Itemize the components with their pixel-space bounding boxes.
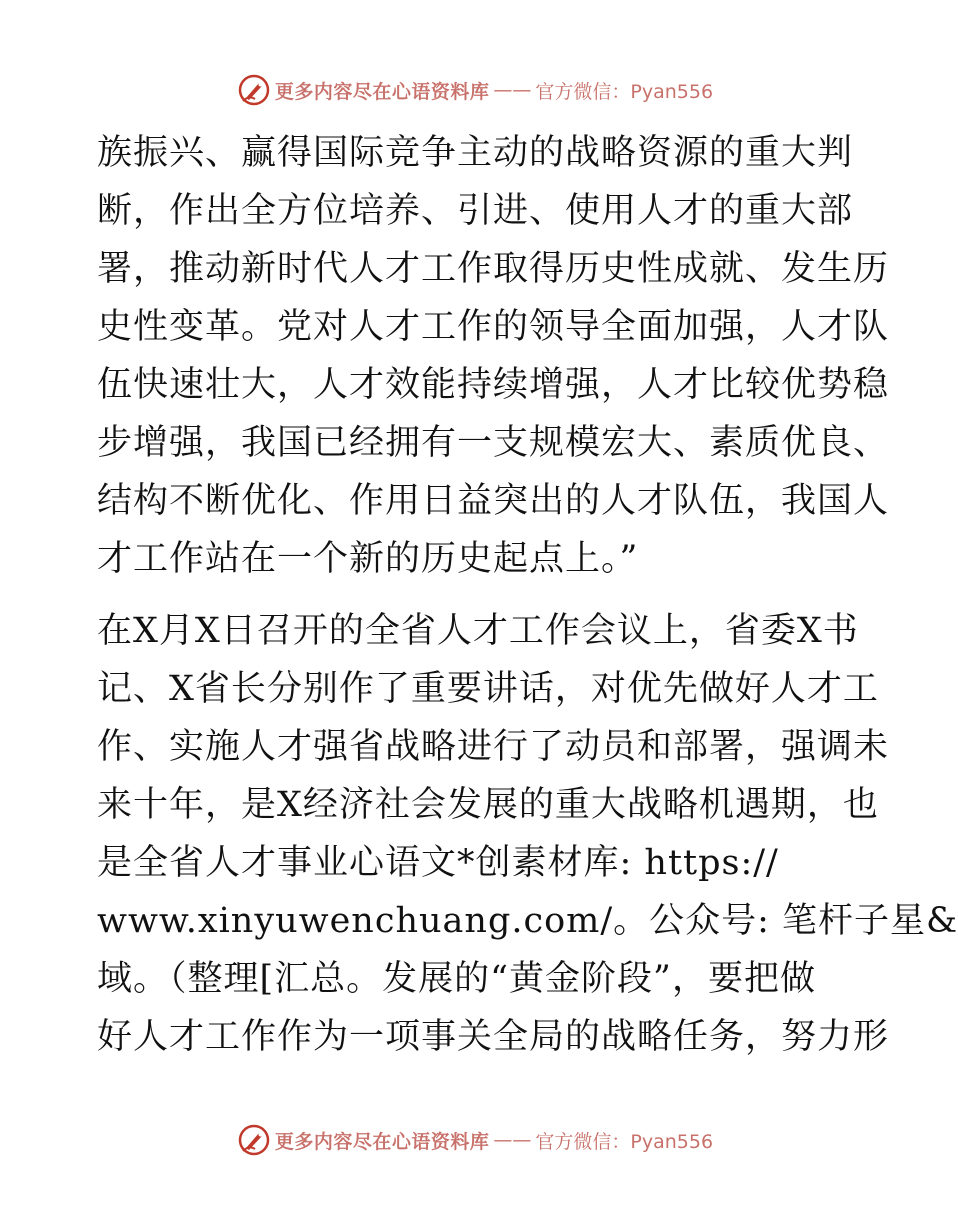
document-body bbox=[97, 124, 958, 1066]
text-line: 记、X省长分别作了重要讲话，对优先做好人才工 bbox=[97, 669, 879, 709]
text-line: 作、实施人才强省战略进行了动员和部署，强调未 bbox=[97, 727, 890, 767]
text-line: 才工作站在一个新的历史起点上。” bbox=[97, 539, 639, 579]
text-line: 断，作出全方位培养、引进、使用人才的重大部 bbox=[97, 191, 854, 231]
text-line: 族振兴、赢得国际竞争主动的战略资源的重大判 bbox=[97, 133, 854, 173]
banner-title: 更多内容尽在心语资料库 bbox=[274, 80, 490, 103]
banner-wechat: 官方微信：Pyan556 bbox=[535, 1130, 714, 1153]
banner-separator: —— bbox=[493, 79, 532, 101]
paragraph-gap bbox=[97, 588, 853, 602]
banner-content bbox=[237, 1123, 713, 1157]
banner-content bbox=[237, 73, 713, 107]
text-line: 好人才工作作为一项事关全局的战略任务，努力形 bbox=[97, 1017, 890, 1057]
text-line: 伍快速壮大，人才效能持续增强，人才比较优势稳 bbox=[97, 365, 890, 405]
text-line: 是全省人才事业心语文*创素材库: https:// bbox=[97, 843, 779, 883]
text-line: 域。（整理[汇总。发展的“黄金阶段”，要把做 bbox=[97, 959, 816, 999]
pen-nib-logo-icon bbox=[237, 1123, 271, 1157]
text-line: 来十年，是X经济社会发展的重大战略机遇期，也 bbox=[97, 785, 879, 825]
text-line: 史性变革。党对人才工作的领导全面加强，人才队 bbox=[97, 307, 890, 347]
text-line: 署，推动新时代人才工作取得历史性成就、发生历 bbox=[97, 249, 890, 289]
banner-separator: —— bbox=[493, 1129, 532, 1151]
header-banner bbox=[0, 70, 950, 110]
text-line: www.xinyuwenchuang.com/。公众号: 笔杆子星& bbox=[97, 901, 958, 941]
paragraph bbox=[97, 602, 958, 1066]
text-line: 步增强，我国已经拥有一支规模宏大、素质优良、 bbox=[97, 423, 890, 463]
text-line: 在X月X日召开的全省人才工作会议上，省委X书 bbox=[97, 611, 859, 651]
paragraph bbox=[97, 124, 890, 588]
text-line: 结构不断优化、作用日益突出的人才队伍，我国人 bbox=[97, 481, 890, 521]
banner-title: 更多内容尽在心语资料库 bbox=[274, 1130, 490, 1153]
footer-banner bbox=[0, 1120, 950, 1160]
pen-nib-logo-icon bbox=[237, 73, 271, 107]
banner-wechat: 官方微信：Pyan556 bbox=[535, 80, 714, 103]
